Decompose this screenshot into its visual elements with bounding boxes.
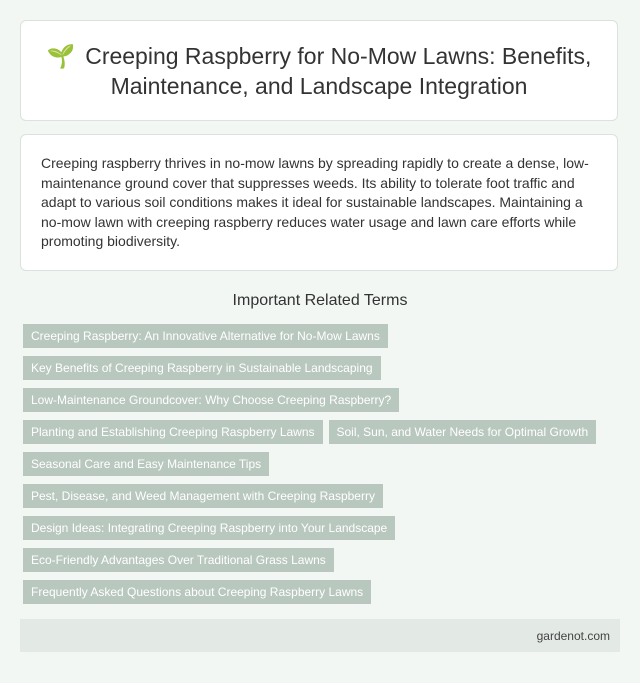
related-term-tag[interactable]: Frequently Asked Questions about Creeping Raspberry Lawns bbox=[23, 580, 371, 604]
related-term-tag[interactable]: Eco-Friendly Advantages Over Traditional Grass Lawns bbox=[23, 548, 334, 572]
page-title-text: Creeping Raspberry for No-Mow Lawns: Benefits, Maintenance, and Landscape Integration bbox=[85, 42, 592, 99]
page-title bbox=[21, 41, 617, 101]
footer bbox=[20, 619, 620, 652]
tag-row bbox=[23, 420, 623, 444]
footer-site-link[interactable]: gardenot.com bbox=[536, 628, 610, 643]
related-term-tag[interactable]: Design Ideas: Integrating Creeping Raspberry into Your Landscape bbox=[23, 516, 395, 540]
related-term-tag[interactable]: Low-Maintenance Groundcover: Why Choose Creeping Raspberry? bbox=[23, 388, 399, 412]
related-term-tag[interactable]: Pest, Disease, and Weed Management with Creeping Raspberry bbox=[23, 484, 383, 508]
related-term-tag[interactable]: Key Benefits of Creeping Raspberry in Sustainable Landscaping bbox=[23, 356, 381, 380]
tag-row bbox=[23, 548, 623, 572]
tag-row bbox=[23, 580, 623, 604]
related-terms-heading: Important Related Terms bbox=[232, 292, 408, 309]
related-terms-list bbox=[23, 324, 623, 612]
related-term-tag[interactable]: Creeping Raspberry: An Innovative Alternative for No-Mow Lawns bbox=[23, 324, 388, 348]
tag-row bbox=[23, 356, 623, 380]
tag-row bbox=[23, 484, 623, 508]
tag-row bbox=[23, 516, 623, 540]
seedling-icon: 🌱 bbox=[46, 42, 76, 69]
title-card bbox=[20, 20, 618, 121]
tag-row bbox=[23, 324, 623, 348]
tag-row bbox=[23, 388, 623, 412]
related-term-tag[interactable]: Seasonal Care and Easy Maintenance Tips bbox=[23, 452, 269, 476]
related-term-tag[interactable]: Soil, Sun, and Water Needs for Optimal Growth bbox=[329, 420, 597, 444]
tag-row bbox=[23, 452, 623, 476]
summary-card bbox=[20, 134, 618, 271]
related-term-tag[interactable]: Planting and Establishing Creeping Raspberry Lawns bbox=[23, 420, 323, 444]
summary-text: Creeping raspberry thrives in no-mow lawns by spreading rapidly to create a dense, low-maintenance ground cover that suppresses weeds. Its ability to tolerate foot traffic and adapt to various soil conditions makes it ideal for sustainable landscapes. Maintaining a no-mow lawn with creeping raspberry reduces water usage and lawn care efforts while promoting biodiversity. bbox=[41, 155, 589, 249]
